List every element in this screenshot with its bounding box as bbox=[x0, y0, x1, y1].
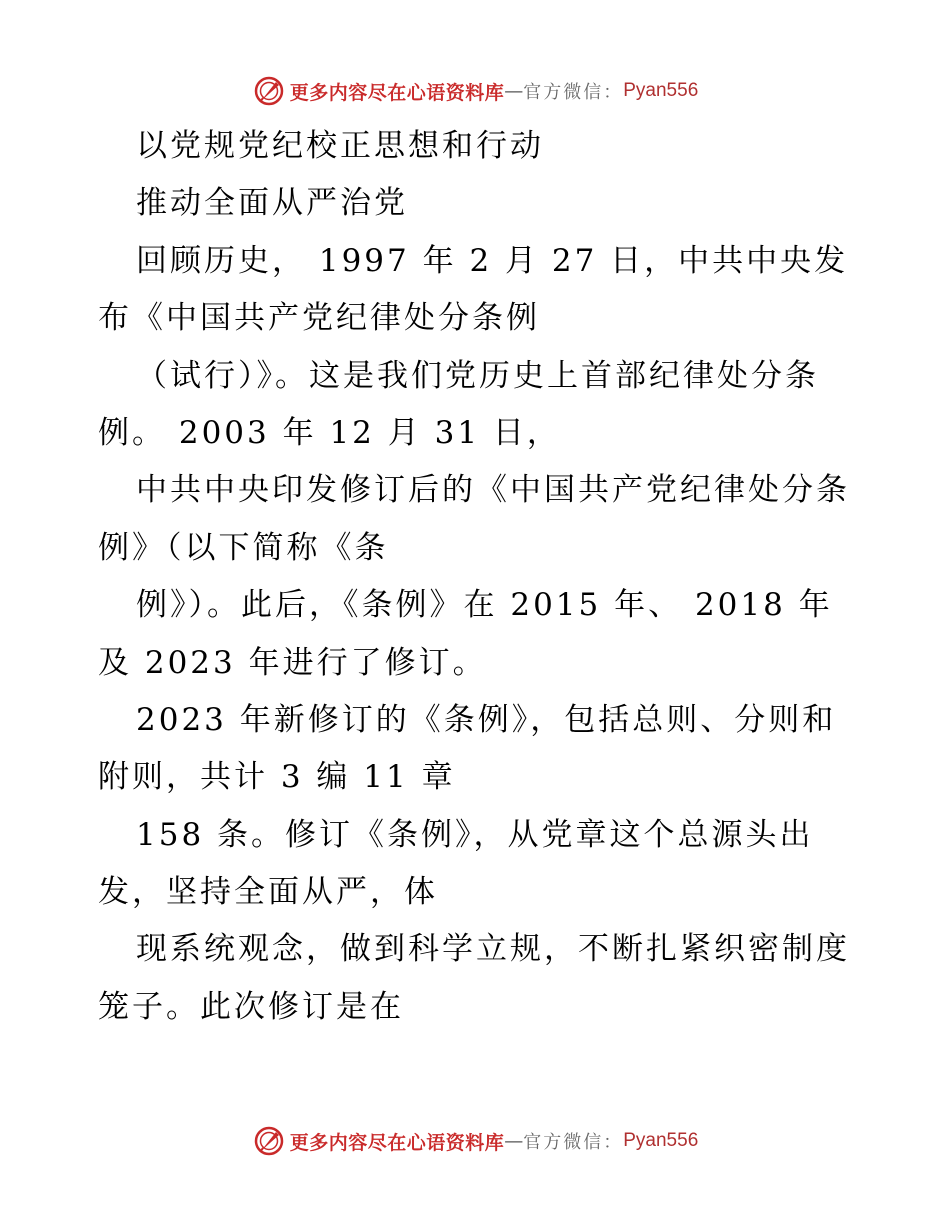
text-line: 例》（以下简称《条 bbox=[98, 529, 389, 566]
watermark-main-text: 更多内容尽在心语资料库 bbox=[289, 81, 505, 104]
text-line: 布《中国共产党纪律处分条例 bbox=[98, 300, 540, 337]
text-line: 中共中央印发修订后的《中国共产党纪律处分条 bbox=[136, 472, 850, 509]
watermark-main-text: 更多内容尽在心语资料库 bbox=[289, 1131, 505, 1154]
text-line: 例。 2003 年 12 月 31 日， bbox=[98, 414, 561, 451]
document-body bbox=[98, 118, 858, 1036]
watermark-wechat-id: Pyan556 bbox=[623, 1130, 699, 1151]
text-line: 笼子。此次修订是在 bbox=[98, 988, 404, 1025]
text-line: 回顾历史， 1997 年 2 月 27 日，中共中央发 bbox=[136, 242, 849, 279]
subtitle-line: 推动全面从严治党 bbox=[136, 185, 408, 222]
text-line: 158 条。修订《条例》，从党章这个总源头出 bbox=[136, 816, 814, 853]
text-line: 及 2023 年进行了修订。 bbox=[98, 644, 487, 681]
footer-watermark bbox=[0, 1124, 950, 1158]
text-line: 现系统观念，做到科学立规，不断扎紧织密制度 bbox=[136, 931, 850, 968]
text-line: 2023 年新修订的《条例》，包括总则、分则和 bbox=[136, 701, 837, 738]
header-watermark bbox=[0, 74, 950, 108]
quill-pen-logo-icon bbox=[252, 74, 286, 108]
text-line: （试行）》。这是我们党历史上首部纪律处分条 bbox=[136, 357, 819, 394]
quill-pen-logo-icon bbox=[252, 1124, 286, 1158]
text-line: 例》）。此后，《条例》在 2015 年、 2018 年 bbox=[136, 587, 833, 624]
watermark-wechat-label: 官方微信： bbox=[523, 1132, 624, 1153]
watermark-separator: — bbox=[504, 1130, 524, 1152]
watermark-wechat-id: Pyan556 bbox=[623, 80, 699, 101]
watermark-wechat-label: 官方微信： bbox=[523, 82, 624, 103]
text-line: 附则，共计 3 编 11 章 bbox=[98, 759, 456, 796]
title-line: 以党规党纪校正思想和行动 bbox=[136, 128, 544, 164]
text-line: 发，坚持全面从严，体 bbox=[98, 874, 438, 911]
watermark-separator: — bbox=[504, 80, 524, 102]
